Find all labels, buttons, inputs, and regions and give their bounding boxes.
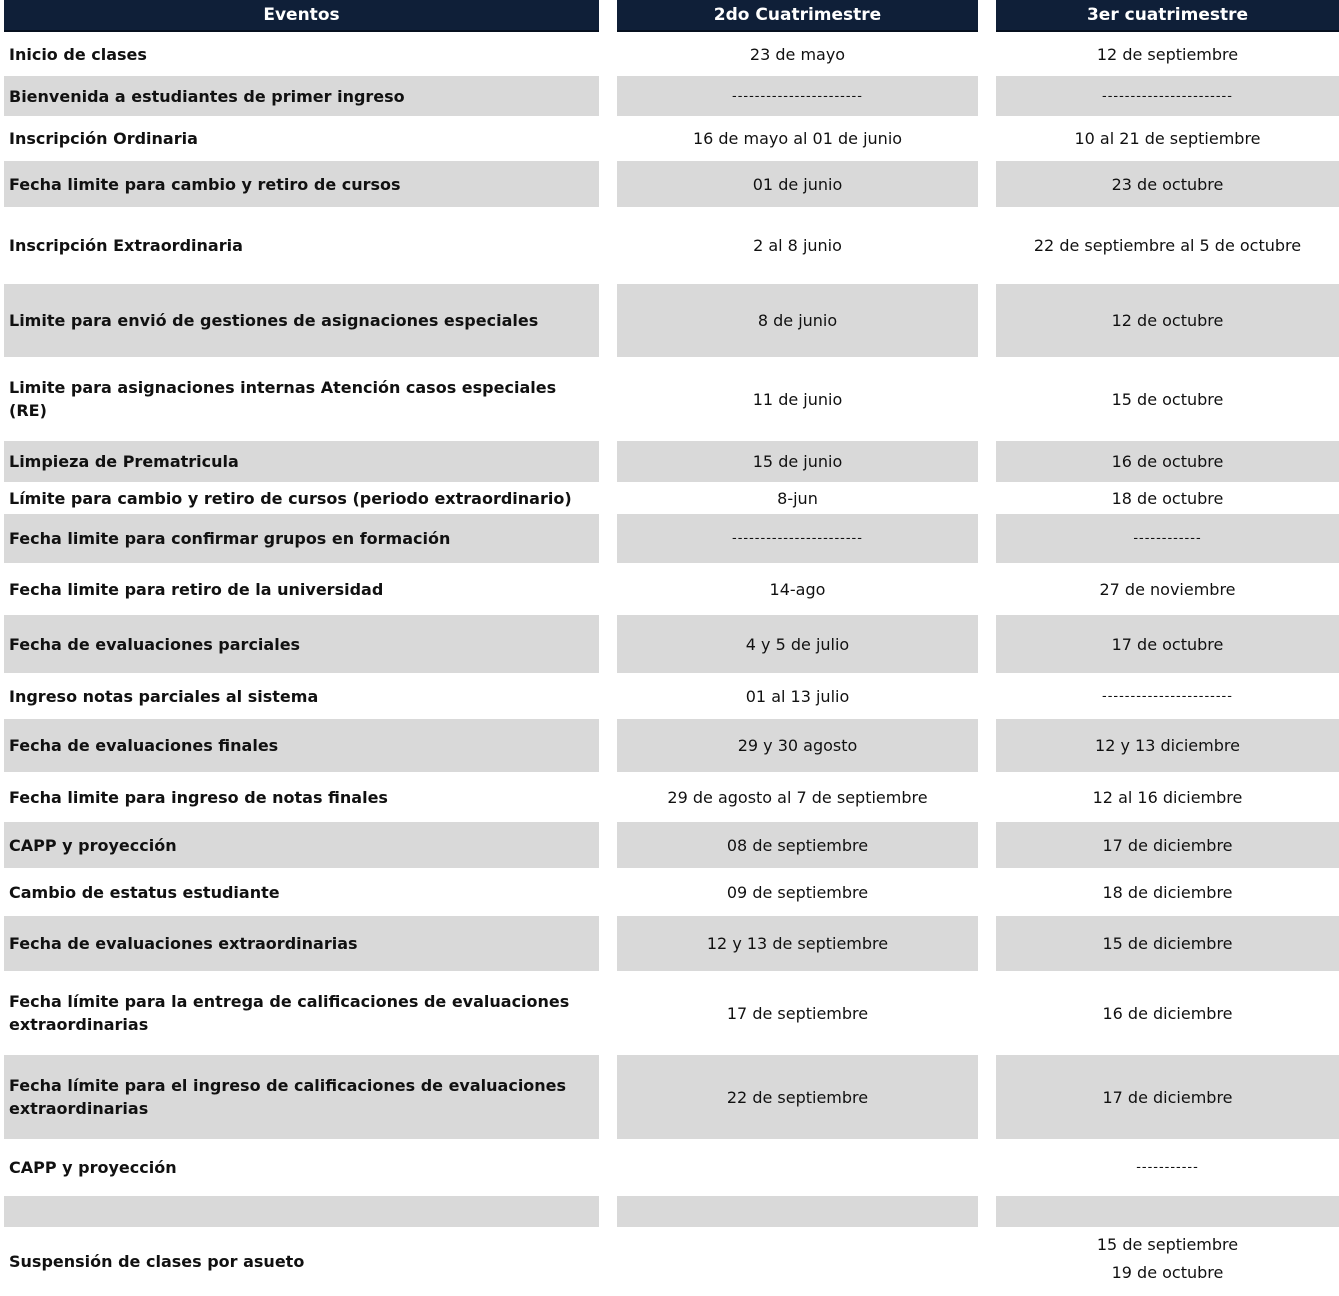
date-2do-cuatrimestre: 01 de junio xyxy=(617,161,978,207)
event-name: Fecha de evaluaciones extraordinarias xyxy=(4,916,599,971)
column-gap xyxy=(599,563,617,615)
date-2do-cuatrimestre: 14-ago xyxy=(769,579,826,599)
date-3er-cuatrimestre xyxy=(996,1227,1339,1296)
event-name: Ingreso notas parciales al sistema xyxy=(9,686,319,706)
column-gap xyxy=(599,1227,617,1296)
date-2do-cuatrimestre: 11 de junio xyxy=(752,389,843,409)
date-2do-cuatrimestre: 29 y 30 agosto xyxy=(617,719,978,772)
column-gap xyxy=(978,1055,996,1139)
column-gap xyxy=(599,916,617,971)
date-2do-cuatrimestre xyxy=(617,1227,978,1296)
column-gap xyxy=(978,357,996,441)
event-name: Fecha limite para ingreso de notas finales xyxy=(9,787,388,807)
event-name: Fecha de evaluaciones parciales xyxy=(4,615,599,673)
date-3er-cuatrimestre: 15 de octubre xyxy=(1111,389,1224,409)
column-gap xyxy=(599,32,617,76)
event-name: Limite para asignaciones internas Atención casos especiales (RE) xyxy=(9,378,557,420)
column-gap xyxy=(599,514,617,563)
date-3er-cuatrimestre: ----------------------- xyxy=(1102,688,1233,704)
column-gap xyxy=(978,116,996,161)
column-gap xyxy=(978,32,996,76)
date-2do-cuatrimestre: 29 de agosto al 7 de septiembre xyxy=(667,787,928,807)
date-2do-cuatrimestre: ----------------------- xyxy=(617,76,978,116)
event-name xyxy=(4,1196,599,1227)
column-gap xyxy=(978,563,996,615)
date-2do-cuatrimestre: 8 de junio xyxy=(617,284,978,357)
column-gap xyxy=(978,514,996,563)
column-gap xyxy=(978,482,996,514)
event-name: Bienvenida a estudiantes de primer ingreso xyxy=(4,76,599,116)
column-gap xyxy=(599,1196,617,1227)
column-gap xyxy=(978,1139,996,1196)
event-name: Inscripción Extraordinaria xyxy=(9,236,243,255)
column-gap xyxy=(599,822,617,868)
column-gap xyxy=(599,772,617,822)
column-gap xyxy=(599,971,617,1055)
event-name: CAPP y proyección xyxy=(9,1158,177,1177)
column-gap xyxy=(599,284,617,357)
date-3er-cuatrimestre: 17 de octubre xyxy=(996,615,1339,673)
date-3er-cuatrimestre: 12 al 16 diciembre xyxy=(1092,787,1243,807)
column-gap xyxy=(599,0,617,32)
date-3er-cuatrimestre: 16 de octubre xyxy=(996,441,1339,482)
event-name: Cambio de estatus estudiante xyxy=(9,882,280,902)
date-3er-cuatrimestre: 17 de diciembre xyxy=(996,822,1339,868)
date-2do-cuatrimestre: 15 de junio xyxy=(617,441,978,482)
event-name: Inscripción Ordinaria xyxy=(9,129,198,148)
column-gap xyxy=(978,76,996,116)
column-gap xyxy=(599,615,617,673)
column-gap xyxy=(599,76,617,116)
column-gap xyxy=(978,284,996,357)
date-2do-cuatrimestre: 09 de septiembre xyxy=(726,882,869,902)
event-name: Inicio de clases xyxy=(9,44,147,64)
header-2do-cuatrimestre: 2do Cuatrimestre xyxy=(617,0,978,32)
date-3er-cuatrimestre: 17 de diciembre xyxy=(996,1055,1339,1139)
date-2do-cuatrimestre: 08 de septiembre xyxy=(617,822,978,868)
date-3er-cuatrimestre-line: 15 de septiembre xyxy=(1096,1235,1239,1254)
column-gap xyxy=(599,207,617,284)
column-gap xyxy=(599,482,617,514)
event-name: Limpieza de Prematricula xyxy=(4,441,599,482)
column-gap xyxy=(978,207,996,284)
column-gap xyxy=(978,441,996,482)
column-gap xyxy=(978,615,996,673)
date-3er-cuatrimestre: 12 y 13 diciembre xyxy=(996,719,1339,772)
column-gap xyxy=(599,116,617,161)
date-3er-cuatrimestre: 23 de octubre xyxy=(996,161,1339,207)
column-gap xyxy=(978,868,996,916)
event-name: Fecha limite para cambio y retiro de cursos xyxy=(4,161,599,207)
event-name: Fecha de evaluaciones finales xyxy=(4,719,599,772)
date-3er-cuatrimestre: 10 al 21 de septiembre xyxy=(1074,129,1261,148)
event-name: Fecha límite para el ingreso de calificaciones de evaluaciones extraordinarias xyxy=(4,1055,599,1139)
date-3er-cuatrimestre: ------------ xyxy=(996,514,1339,563)
column-gap xyxy=(978,1196,996,1227)
event-name: CAPP y proyección xyxy=(4,822,599,868)
header-3er-cuatrimestre: 3er cuatrimestre xyxy=(996,0,1339,32)
date-3er-cuatrimestre: 15 de diciembre xyxy=(996,916,1339,971)
column-gap xyxy=(599,441,617,482)
column-gap xyxy=(978,1227,996,1296)
event-name: Suspensión de clases por asueto xyxy=(9,1252,305,1271)
column-gap xyxy=(599,161,617,207)
date-3er-cuatrimestre: ----------- xyxy=(1136,1160,1199,1175)
date-2do-cuatrimestre: 22 de septiembre xyxy=(617,1055,978,1139)
event-name: Límite para cambio y retiro de cursos (periodo extraordinario) xyxy=(9,488,572,508)
column-gap xyxy=(599,357,617,441)
date-2do-cuatrimestre xyxy=(617,1139,978,1196)
column-gap xyxy=(599,1139,617,1196)
date-3er-cuatrimestre: 22 de septiembre al 5 de octubre xyxy=(1033,236,1302,255)
column-gap xyxy=(978,719,996,772)
event-name: Fecha limite para confirmar grupos en formación xyxy=(4,514,599,563)
date-2do-cuatrimestre: 2 al 8 junio xyxy=(753,236,842,255)
column-gap xyxy=(599,1055,617,1139)
date-2do-cuatrimestre xyxy=(617,1196,978,1227)
date-3er-cuatrimestre xyxy=(996,1196,1339,1227)
date-2do-cuatrimestre: 16 de mayo al 01 de junio xyxy=(692,129,903,148)
column-gap xyxy=(978,0,996,32)
event-name: Limite para envió de gestiones de asignaciones especiales xyxy=(4,284,599,357)
date-3er-cuatrimestre: 12 de octubre xyxy=(996,284,1339,357)
date-2do-cuatrimestre: 23 de mayo xyxy=(749,44,846,64)
column-gap xyxy=(978,971,996,1055)
column-gap xyxy=(978,916,996,971)
date-2do-cuatrimestre: 8-jun xyxy=(777,488,818,508)
column-gap xyxy=(599,673,617,719)
column-gap xyxy=(599,868,617,916)
date-3er-cuatrimestre: 16 de diciembre xyxy=(1102,1003,1233,1023)
header-eventos: Eventos xyxy=(4,0,599,32)
date-3er-cuatrimestre: 12 de septiembre xyxy=(1096,44,1239,64)
date-3er-cuatrimestre: ----------------------- xyxy=(996,76,1339,116)
column-gap xyxy=(978,161,996,207)
date-3er-cuatrimestre-line: 19 de octubre xyxy=(1111,1263,1224,1282)
date-2do-cuatrimestre: ----------------------- xyxy=(617,514,978,563)
date-2do-cuatrimestre: 01 al 13 julio xyxy=(745,686,850,706)
date-3er-cuatrimestre: 27 de noviembre xyxy=(1099,579,1236,599)
date-2do-cuatrimestre: 17 de septiembre xyxy=(726,1003,869,1023)
date-3er-cuatrimestre: 18 de octubre xyxy=(1111,488,1224,508)
column-gap xyxy=(978,673,996,719)
date-2do-cuatrimestre: 12 y 13 de septiembre xyxy=(617,916,978,971)
column-gap xyxy=(978,772,996,822)
calendar-table xyxy=(4,0,1339,1296)
date-3er-cuatrimestre: 18 de diciembre xyxy=(1102,882,1233,902)
event-name: Fecha limite para retiro de la universidad xyxy=(9,579,384,599)
column-gap xyxy=(978,822,996,868)
event-name: Fecha límite para la entrega de calificaciones de evaluaciones extraordinarias xyxy=(9,992,570,1034)
date-2do-cuatrimestre: 4 y 5 de julio xyxy=(617,615,978,673)
column-gap xyxy=(599,719,617,772)
